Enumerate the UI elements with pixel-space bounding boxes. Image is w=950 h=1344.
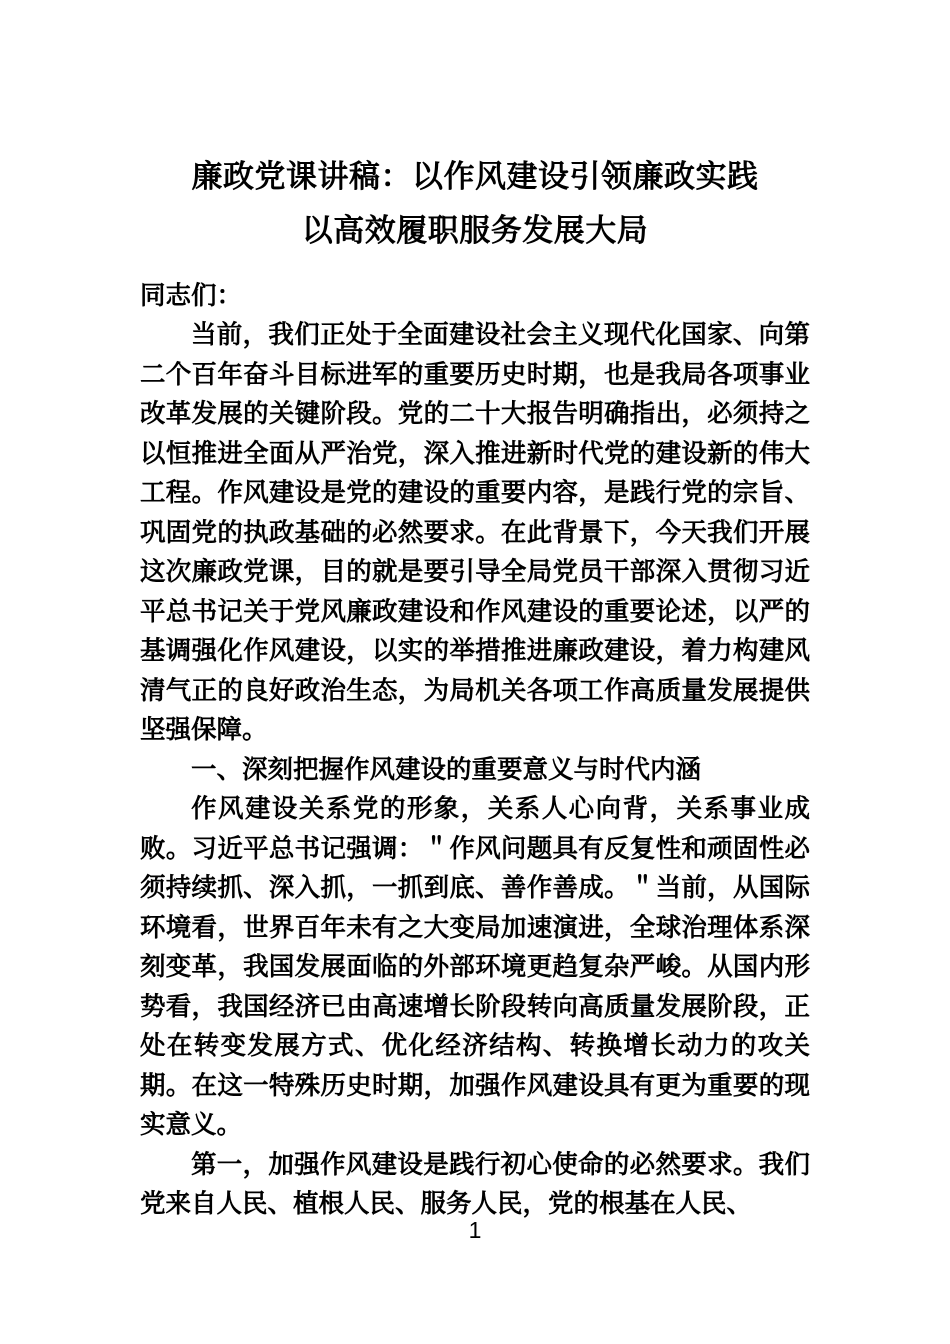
title-line-2: 以高效履职服务发展大局 bbox=[301, 213, 649, 249]
paragraph-intro: 当前，我们正处于全面建设社会主义现代化国家、向第二个百年奋斗目标进军的重要历史时期，也是我局各项事业改革发展的关键阶段。党的二十大报告明确指出，必须持之以恒推进全面从严治党，深入推进新时代党的建设新的伟大工程。作风建设是党的建设的重要内容，是践行党的宗旨、巩固党的执政基础的必然要求。在此背景下，今天我们开展这次廉政党课，目的就是要引导全局党员干部深入贯彻习近平总书记关于党风廉政建设和作风建设的重要论述，以严的基调强化作风建设，以实的举措推进廉政建设，着力构建风清气正的良好政治生态，为局机关各项工作高质量发展提供坚强保障。 bbox=[140, 321, 810, 745]
page-number: 1 bbox=[468, 1217, 482, 1243]
paragraph-section-1-body: 作风建设关系党的形象，关系人心向背，关系事业成败。习近平总书记强调：＂作风问题具有反复性和顽固性必须持续抓、深入抓，一抓到底、善作善成。＂当前，从国际环境看，世界百年未有之大变局加速演进，全球治理体系深刻变革，我国发展面临的外部环境更趋复杂严峻。从国内形势看，我国经济已由高速增长阶段转向高质量发展阶段，正处在转变发展方式、优化经济结构、转换增长动力的攻关期。在这一特殊历史时期，加强作风建设具有更为重要的现实意义。 bbox=[140, 795, 810, 1140]
paragraph-salutation: 同志们： bbox=[140, 281, 243, 310]
paragraph-section-heading-1: 一、深刻把握作风建设的重要意义与时代内涵 bbox=[191, 755, 702, 784]
page-title bbox=[140, 150, 810, 259]
title-line-1: 廉政党课讲稿：以作风建设引领廉政实践 bbox=[191, 159, 759, 194]
document-body bbox=[140, 277, 810, 1225]
paragraph-point-1: 第一，加强作风建设是践行初心使命的必然要求。我们党来自人民、植根人民、服务人民，党的根基在人民、 bbox=[140, 1150, 810, 1219]
